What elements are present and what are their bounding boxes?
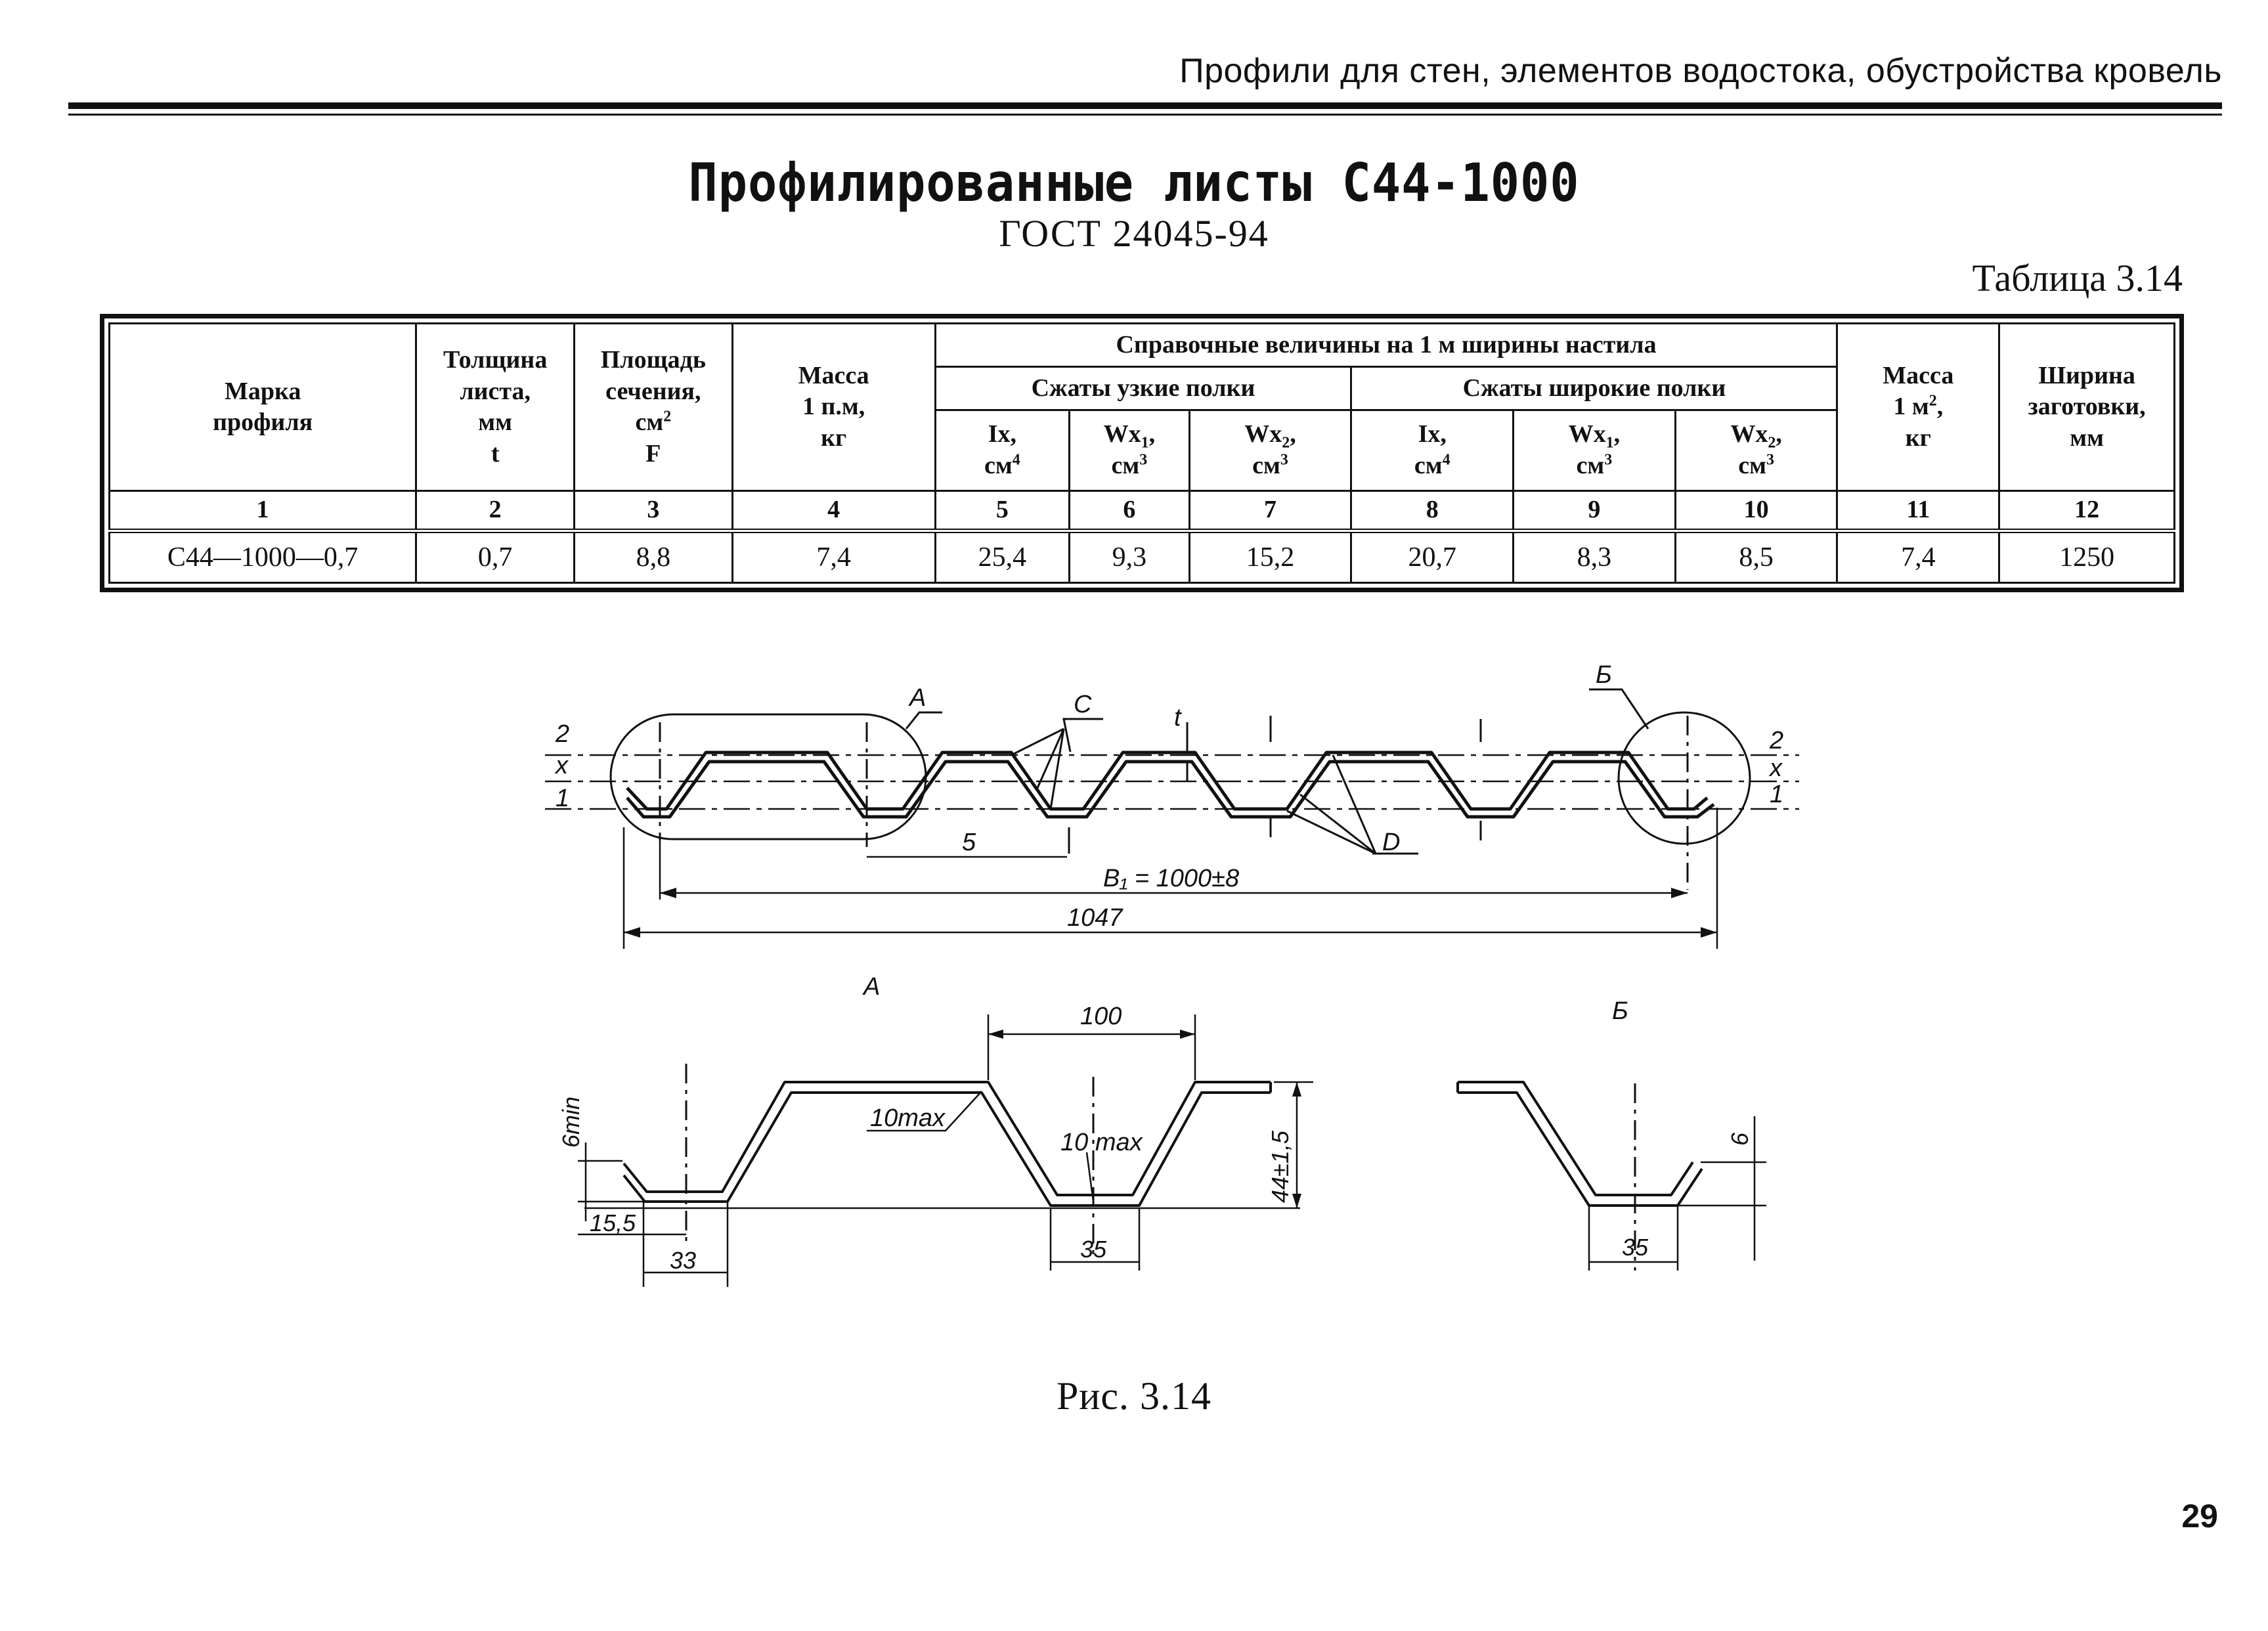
column-number: 11 [1837,491,1999,531]
header-blank-width: Ширина заготовки, мм [1999,324,2175,491]
detail-b-title: Б [1612,997,1628,1025]
axis-label-2-left: 2 [556,720,570,748]
column-number: 3 [575,491,733,531]
table-cell: 8,8 [575,531,733,583]
leader-d [1333,755,1376,854]
leader-d [1300,794,1376,854]
main-profile-view [545,661,1799,949]
dim-arrow [1292,1082,1301,1097]
callout-a: А [909,684,927,712]
table-cell: 1250 [1999,531,2175,583]
column-number: 1 [110,491,416,531]
table-cell: 8,3 [1514,531,1676,583]
dim-10max-left: 10max [870,1104,946,1132]
dim-100-label: 100 [1080,1003,1122,1030]
leader-c [1011,729,1064,755]
column-number: 4 [732,491,935,531]
header-wx1-wide: $Wx_1$, $см^3$ [1514,410,1676,490]
table-cell: 7,4 [732,531,935,583]
table-cell: 0,7 [416,531,575,583]
axis-label-2-right: 2 [1770,727,1784,754]
leader-c [1051,729,1064,809]
header-area: Площадь сечения, $см^2$ F [575,324,733,491]
detail-a-outline [624,1082,1271,1195]
dim-arrow [624,927,640,938]
callout-c: C [1074,691,1092,718]
leader-a [906,712,942,729]
detail-a-title: А [863,973,881,1001]
dim-5-label: 5 [962,829,976,856]
column-number: 12 [1999,491,2175,531]
dim-6-label: 6 [1726,1132,1753,1146]
header-ix-narrow: Ix, $см^4$ [935,410,1070,490]
dim-44-label: 44±1,5 [1267,1131,1294,1203]
header-mark: Марка профиля [110,324,416,491]
column-number: 10 [1675,491,1837,531]
column-number: 2 [416,491,575,531]
header-narrow: Сжаты узкие полки [935,366,1351,410]
detail-a-frame [611,714,926,839]
dim-1047-label: 1047 [1067,904,1123,932]
dim-35-label: 35 [1080,1236,1107,1263]
callout-d: D [1382,829,1401,856]
leader-b [1589,689,1648,729]
table-caption: Таблица 3.14 [1972,257,2183,299]
dim-35-label: 35 [1622,1234,1649,1261]
dim-b1-label: B₁ = 1000±8 [1103,865,1240,892]
dim-arrow [1671,888,1688,898]
axis-label-x-right: x [1770,754,1782,782]
column-number: 7 [1189,491,1351,531]
column-number: 8 [1351,491,1514,531]
header-wx2-wide: $Wx_2$, $см^3$ [1675,410,1837,490]
header-mass-lm: Масса 1 п.м, кг [732,324,935,491]
header-wx2-narrow: $Wx_2$, $см^3$ [1189,410,1351,490]
column-number: 5 [935,491,1070,531]
callout-b: Б [1596,661,1612,689]
axis-label-1-left: 1 [556,785,570,812]
dim-arrow [1292,1194,1301,1208]
table-cell: 15,2 [1189,531,1351,583]
table-cell: 8,5 [1675,531,1837,583]
document-title: Профилированные листы С44-1000 [688,152,1580,213]
table-cell: 7,4 [1837,531,1999,583]
table-cell: 25,4 [935,531,1070,583]
leader-d [1287,811,1376,854]
detail-b-inner-outline [1458,1093,1702,1206]
dim-arrow [660,888,676,898]
axis-label-x-left: x [556,752,568,779]
header-mass-m2: Масса 1 $м^2$, кг [1837,324,1999,491]
detail-b-outline [1458,1082,1693,1195]
dim-6min-label: 6min [557,1096,584,1148]
table-cell: 9,3 [1070,531,1190,583]
header-reference: Справочные величины на 1 м ширины настила [935,324,1837,367]
header-wide: Сжаты широкие полки [1351,366,1837,410]
figure-caption: Рис. 3.14 [1056,1374,1212,1418]
column-number: 6 [1070,491,1190,531]
document-subtitle: ГОСТ 24045-94 [999,212,1269,255]
dim-arrow [1701,927,1717,938]
dim-arrow [988,1030,1003,1039]
dim-10max-right: 10 max [1060,1129,1143,1156]
dim-33-label: 33 [670,1247,697,1274]
table-cell: С44—1000—0,7 [110,531,416,583]
detail-b [1458,997,1766,1271]
column-number: 9 [1514,491,1676,531]
dim-arrow [1180,1030,1195,1039]
axis-label-1-right: 1 [1770,781,1784,808]
header-wx1-narrow: $Wx_1$, $см^3$ [1070,410,1190,490]
header-thickness: Толщина листа, мм t [416,324,575,491]
page-number: 29 [2181,1498,2218,1534]
dim-15-5-label: 15,5 [590,1209,636,1236]
leader-c [1064,719,1103,752]
detail-a-inner-outline [624,1093,1271,1206]
table-cell: 20,7 [1351,531,1514,583]
header-ix-wide: Ix, $см^4$ [1351,410,1514,490]
thickness-label: t [1174,704,1181,731]
running-head: Профили для стен, элементов водостока, обустройства кровель [1179,52,2222,90]
detail-a [557,973,1313,1287]
